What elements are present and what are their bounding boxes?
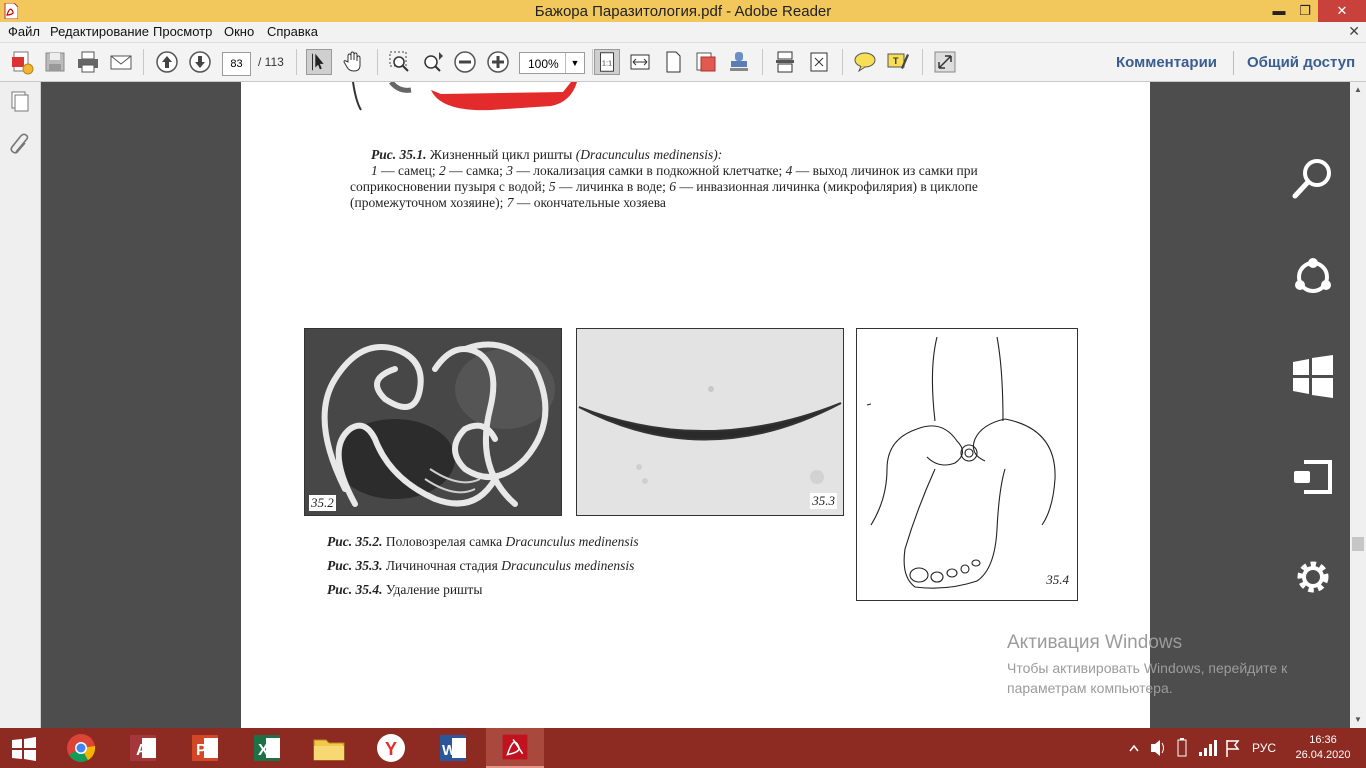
figure-35-4-caption: Рис. 35.4. Удаление ришты: [327, 582, 483, 597]
worm-removal-drawing: [857, 329, 1078, 601]
previous-page-icon[interactable]: [154, 49, 180, 75]
highlight-text-icon[interactable]: [885, 49, 911, 75]
close-document-icon[interactable]: ✕: [1348, 23, 1360, 39]
settings-charm-icon[interactable]: [1290, 554, 1336, 600]
svg-text:A: A: [136, 742, 148, 759]
adobe-reader-taskbar-icon[interactable]: [486, 728, 544, 768]
zoom-out-icon[interactable]: [452, 49, 478, 75]
toolbar-separator: [296, 49, 297, 75]
marquee-zoom-icon[interactable]: [387, 49, 413, 75]
toolbar-separator: [592, 49, 593, 75]
save-icon[interactable]: [42, 49, 68, 75]
excel-icon[interactable]: [238, 728, 296, 768]
larva-photo: [577, 329, 844, 516]
actual-size-icon[interactable]: [594, 49, 620, 75]
window-title: Бажора Паразитология.pdf - Adobe Reader: [534, 3, 832, 20]
life-cycle-illustration-fragment: [341, 82, 591, 122]
start-button-icon[interactable]: [0, 728, 48, 768]
toolbar-separator: [842, 49, 843, 75]
next-page-icon[interactable]: [187, 49, 213, 75]
battery-icon[interactable]: [1172, 728, 1192, 768]
toolbar: [0, 43, 1366, 82]
svg-text:X: X: [258, 742, 269, 759]
worm-photo: [305, 329, 562, 516]
figure-35-1-caption: Рис. 35.1. Жизненный цикл ришты (Dracunculus medinensis): 1 — самец; 2 — самка; 3 — локализация самки в подкожной клетчатке; 4 — выход личинок из самки при соприкосновении пузыря с водой; 5 — личинка в воде; 6 — инвазионная личинка (микрофилярия) в циклопе (промежуточном хозяине); 7 — окончательные хозяева: [350, 147, 1050, 211]
zoom-in-icon[interactable]: [485, 49, 511, 75]
figure-label: 35.4: [1046, 572, 1069, 587]
toolbar-separator: [762, 49, 763, 75]
figure-35-2-photo: [304, 328, 562, 516]
charms-bar: [1262, 130, 1362, 630]
fit-page-icon[interactable]: [660, 49, 686, 75]
svg-text:Y: Y: [385, 739, 398, 759]
comments-link[interactable]: Комментарии: [1116, 54, 1218, 71]
clock-time: 16:36: [1309, 734, 1337, 746]
chevron-down-icon[interactable]: ▼: [565, 53, 584, 73]
start-charm-icon[interactable]: [1290, 354, 1336, 400]
windows-activation-watermark: [1007, 632, 1287, 698]
page-thumbnails-icon[interactable]: [8, 90, 32, 114]
svg-text:W: W: [442, 742, 457, 759]
figure-label: 35.3: [812, 493, 835, 508]
figure-35-3-photo: [576, 328, 844, 516]
title-bar: [0, 0, 1366, 22]
toolbar-separator: [377, 49, 378, 75]
yandex-browser-icon[interactable]: [362, 728, 420, 768]
dynamic-zoom-icon[interactable]: [420, 49, 446, 75]
email-icon[interactable]: [108, 49, 134, 75]
attachments-icon[interactable]: [8, 132, 32, 156]
close-button[interactable]: ✕: [1318, 0, 1366, 22]
clock[interactable]: [1293, 733, 1353, 763]
full-screen-icon[interactable]: [806, 49, 832, 75]
navigation-panel: [0, 82, 41, 728]
menu-help[interactable]: Справка: [267, 24, 318, 39]
hand-tool-icon[interactable]: [340, 49, 366, 75]
zoom-value: 100%: [528, 57, 559, 71]
file-explorer-icon[interactable]: [300, 728, 358, 768]
devices-charm-icon[interactable]: [1290, 454, 1336, 500]
create-pdf-icon[interactable]: [9, 49, 35, 75]
scrolling-mode-icon[interactable]: [693, 49, 719, 75]
word-icon[interactable]: [424, 728, 482, 768]
svg-text:T: T: [893, 56, 899, 66]
menu-edit[interactable]: Редактирование: [50, 24, 150, 39]
print-icon[interactable]: [75, 49, 101, 75]
select-tool-icon[interactable]: [306, 49, 332, 75]
minimize-button[interactable]: ▬: [1272, 3, 1286, 18]
sticky-note-icon[interactable]: [852, 49, 878, 75]
expand-icon[interactable]: [932, 49, 958, 75]
watermark-line: параметрам компьютера.: [1007, 680, 1173, 696]
clock-date: 26.04.2020: [1295, 749, 1351, 761]
share-charm-icon[interactable]: [1290, 254, 1336, 300]
taskbar: [0, 728, 1366, 768]
watermark-line: Чтобы активировать Windows, перейдите к: [1007, 660, 1288, 676]
zoom-select[interactable]: [519, 52, 585, 74]
menu-bar: [0, 22, 1366, 43]
page-total: / 113: [258, 55, 284, 69]
show-hidden-icons-icon[interactable]: [1126, 728, 1142, 768]
figure-35-2-caption: Рис. 35.2. Половозрелая самка Dracunculus medinensis: [327, 534, 639, 549]
read-mode-icon[interactable]: [772, 49, 798, 75]
access-icon[interactable]: [114, 728, 172, 768]
menu-window[interactable]: Окно: [224, 24, 255, 39]
language-indicator[interactable]: РУС: [1252, 741, 1277, 755]
page-number-input[interactable]: 83: [222, 52, 251, 76]
figure-label: 35.2: [311, 495, 334, 510]
svg-text:P: P: [196, 742, 207, 759]
figure-35-4-drawing: [856, 328, 1078, 601]
maximize-button[interactable]: ❐: [1299, 3, 1311, 18]
scroll-down-icon[interactable]: ▼: [1354, 715, 1362, 724]
action-center-flag-icon[interactable]: [1222, 728, 1244, 768]
toolbar-separator: [143, 49, 144, 75]
toolbar-separator: [1233, 51, 1234, 75]
menu-file[interactable]: Файл: [8, 24, 40, 39]
scroll-up-icon[interactable]: ▲: [1354, 85, 1362, 94]
watermark-title: Активация Windows: [1007, 632, 1183, 653]
volume-icon[interactable]: [1148, 728, 1168, 768]
menu-view[interactable]: Просмотр: [153, 24, 213, 39]
fit-width-icon[interactable]: [627, 49, 653, 75]
stamp-icon[interactable]: [726, 49, 752, 75]
toolbar-separator: [922, 49, 923, 75]
share-link[interactable]: Общий доступ: [1247, 54, 1356, 71]
powerpoint-icon[interactable]: [176, 728, 234, 768]
network-signal-icon[interactable]: [1196, 728, 1218, 768]
chrome-icon[interactable]: [52, 728, 110, 768]
svg-text:1:1: 1:1: [601, 58, 613, 68]
figure-legend: 1 — самец; 2 — самка; 3 — локализация самки в подкожной клетчатке; 4 — выход личинок из самки при соприкосновении пузыря с водой; 5 — личинка в воде; 6 — инвазионная личинка (микрофилярия) в циклопе (промежуточном хозяине); 7 — окончательные хозяева: [350, 163, 978, 210]
figure-35-3-caption: Рис. 35.3. Личиночная стадия Dracunculus medinensis: [327, 558, 635, 573]
search-charm-icon[interactable]: [1290, 156, 1336, 202]
figure-number: Рис. 35.1.: [371, 147, 427, 162]
